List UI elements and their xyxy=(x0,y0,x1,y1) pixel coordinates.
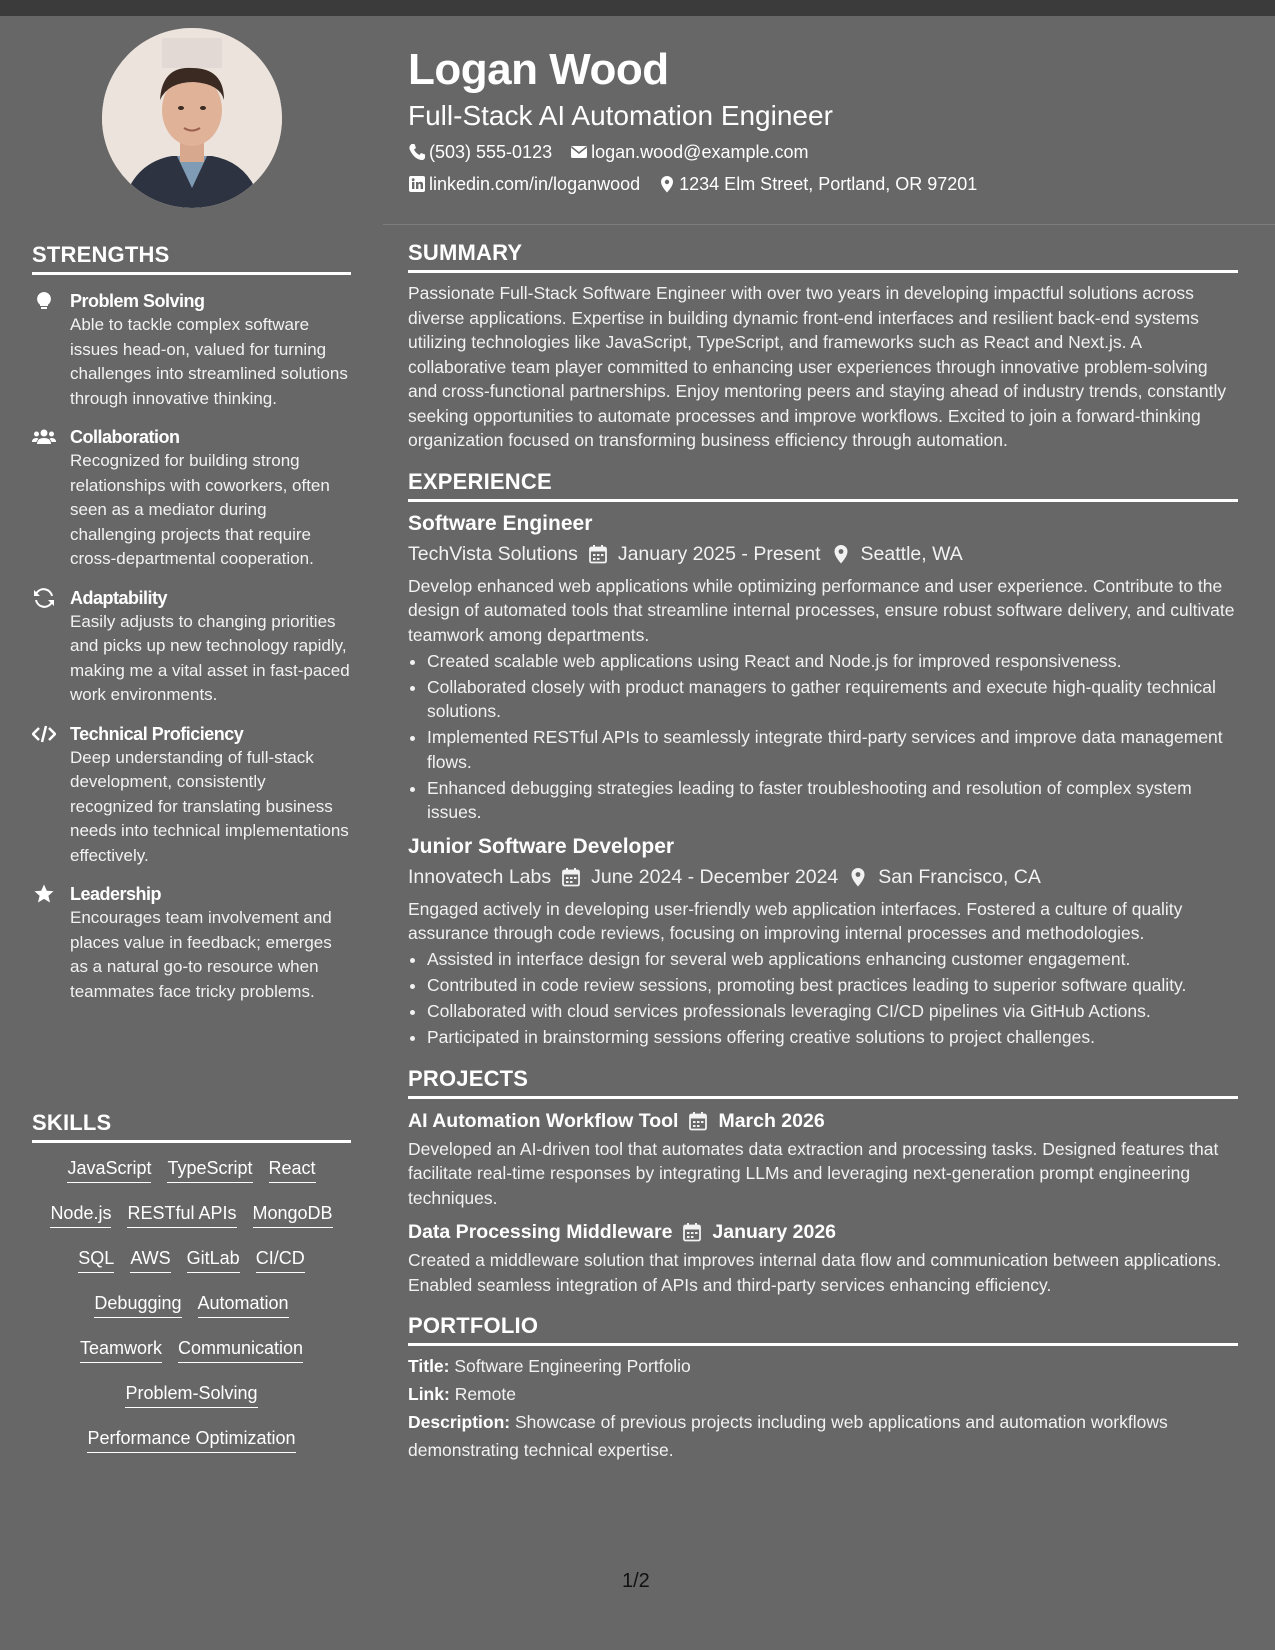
portfolio-title-label: Title: xyxy=(408,1356,450,1376)
job-location xyxy=(848,863,1041,891)
job-bullet: • Collaborated with cloud services professionals leveraging CI/CD pipelines via GitHub Actions. xyxy=(427,999,1238,1024)
projects-section xyxy=(408,1066,1238,1298)
portfolio-details xyxy=(408,1352,1238,1464)
skill-tag: Teamwork xyxy=(80,1337,162,1363)
strength-name: Technical Proficiency xyxy=(70,723,244,744)
skill-row xyxy=(32,1247,351,1292)
address-contact xyxy=(658,172,977,196)
skill-tag: GitLab xyxy=(187,1247,240,1273)
skill-tag: Automation xyxy=(198,1292,289,1318)
email-text: logan.wood@example.com xyxy=(591,142,809,162)
skill-tag: React xyxy=(269,1157,316,1183)
strength-name: Adaptability xyxy=(70,587,168,608)
strength-item xyxy=(32,722,351,869)
experience-section xyxy=(408,469,1238,1050)
portfolio-link-line xyxy=(408,1380,1238,1408)
job-description: Engaged actively in developing user-friendly web application interfaces. Fostered a culture of quality assurance through code reviews, focusing on improving internal processes and methodologies. xyxy=(408,898,1183,943)
skill-tag: Performance Optimization xyxy=(87,1427,295,1453)
skill-row xyxy=(32,1382,351,1427)
phone-icon xyxy=(408,143,426,161)
skill-row xyxy=(32,1292,351,1337)
strengths-heading: STRENGTHS xyxy=(32,242,351,275)
strength-item xyxy=(32,425,351,572)
job-bullets xyxy=(408,947,1238,1050)
job-dates-text: January 2025 - Present xyxy=(617,542,821,565)
skill-tag: SQL xyxy=(78,1247,114,1273)
skill-row xyxy=(32,1202,351,1247)
job-bullet: • Enhanced debugging strategies leading to faster troubleshooting and resolution of complex system issues. xyxy=(427,776,1238,825)
project-header xyxy=(408,1218,1238,1246)
strength-desc: Able to tackle complex software issues head-on, valued for turning challenges into streamlined solutions through innovative thinking. xyxy=(70,315,348,408)
skills-section xyxy=(32,1110,351,1472)
calendar-icon xyxy=(561,867,581,887)
strength-name: Collaboration xyxy=(70,427,180,447)
job-entry xyxy=(408,833,1238,1050)
project-title: AI Automation Workflow Tool xyxy=(408,1109,679,1132)
projects-heading: PROJECTS xyxy=(408,1066,1238,1099)
job-meta xyxy=(408,540,1238,568)
portfolio-section xyxy=(408,1313,1238,1464)
skill-tag: AWS xyxy=(130,1247,170,1273)
portfolio-heading: PORTFOLIO xyxy=(408,1313,1238,1346)
resume-header xyxy=(408,40,1238,196)
project-description: Created a middleware solution that improves internal data flow and communication between applications. Enabled seamless integration of APIs and third-party services enhancing efficiency. xyxy=(408,1250,1222,1295)
skill-tag: JavaScript xyxy=(67,1157,151,1183)
job-company: TechVista Solutions xyxy=(408,542,578,565)
skill-tag: Communication xyxy=(178,1337,303,1363)
project-header xyxy=(408,1107,1238,1135)
linkedin-contact[interactable] xyxy=(408,172,640,196)
page-number: 1/2 xyxy=(622,1570,650,1592)
job-bullet: • Implemented RESTful APIs to seamlessly integrate third-party services and improve data management flows. xyxy=(427,725,1238,774)
project-entry xyxy=(408,1218,1238,1297)
portfolio-description: Showcase of previous projects including web applications and automation workflows demonstrating technical expertise. xyxy=(408,1412,1168,1460)
job-company: Innovatech Labs xyxy=(408,865,552,888)
job-bullet: • Collaborated closely with product managers to gather requirements and execute high-quality technical solutions. xyxy=(427,675,1238,724)
skills-list xyxy=(32,1157,351,1472)
portfolio-title-line xyxy=(408,1352,1238,1380)
job-location xyxy=(831,540,963,568)
job-role: Junior Software Developer xyxy=(408,834,675,858)
portfolio-title: Software Engineering Portfolio xyxy=(454,1356,691,1376)
skills-heading: SKILLS xyxy=(32,1110,351,1143)
job-bullet: • Contributed in code review sessions, promoting best practices leading to superior software quality. xyxy=(427,973,1238,998)
sync-icon xyxy=(32,588,56,608)
strength-desc: Deep understanding of full-stack development, consistently recognized for translating business needs into technical implementations effectively. xyxy=(70,747,349,865)
project-entry xyxy=(408,1107,1238,1211)
job-bullet: • Created scalable web applications using React and Node.js for improved responsiveness. xyxy=(427,649,1238,674)
skill-row xyxy=(32,1337,351,1382)
map-pin-icon xyxy=(848,867,868,887)
main-content xyxy=(408,240,1238,1480)
portfolio-link-label: Link: xyxy=(408,1384,450,1404)
address-text: 1234 Elm Street, Portland, OR 97201 xyxy=(679,174,978,194)
skill-tag: TypeScript xyxy=(167,1157,252,1183)
strength-item xyxy=(32,586,351,708)
summary-heading: SUMMARY xyxy=(408,240,1238,273)
skill-tag: Problem-Solving xyxy=(125,1382,257,1408)
strength-desc: Encourages team involvement and places value in feedback; emerges as a natural go-to resource when teammates face tricky problems. xyxy=(70,908,332,1001)
strength-name: Leadership xyxy=(70,884,162,904)
linkedin-text: linkedin.com/in/loganwood xyxy=(429,174,641,194)
job-location-text: Seattle, WA xyxy=(860,542,963,565)
strengths-section xyxy=(32,242,351,1004)
project-date: January 2026 xyxy=(712,1221,837,1243)
summary-text: Passionate Full-Stack Software Engineer with over two years in developing impactful solutions across diverse applications. Expertise in building dynamic front-end interfaces and resilient back-end systems utilizing technologies like JavaScript, TypeScript, and frameworks such as React and Next.js. A collaborative team player committed to enhancing user experiences through innovative problem-solving and cross-functional partnerships. Enjoy mentoring peers and staying ahead of industry trends, constantly seeking opportunities to automate processes and improve workflows. Excited to join a forward-thinking organization focused on transforming business efficiency through automation. xyxy=(408,283,1227,450)
star-icon xyxy=(32,884,56,904)
person-name: Logan Wood xyxy=(408,45,669,94)
skill-row xyxy=(32,1427,351,1472)
code-icon xyxy=(32,724,56,744)
job-description: Develop enhanced web applications while optimizing performance and user experience. Contribute to the design of automated tools that streamline internal processes, ensure robust software delivery, and cultivate teamwork among departments. xyxy=(408,575,1235,645)
users-icon xyxy=(32,427,56,447)
skill-tag: RESTful APIs xyxy=(127,1202,236,1228)
portfolio-link[interactable]: Remote xyxy=(454,1384,516,1404)
top-bar xyxy=(0,0,1275,16)
skill-tag: Debugging xyxy=(94,1292,181,1318)
job-dates-text: June 2024 - December 2024 xyxy=(591,865,839,888)
skill-tag: Node.js xyxy=(50,1202,111,1228)
strength-name: Problem Solving xyxy=(70,291,205,311)
portfolio-desc-line xyxy=(408,1408,1238,1464)
contact-row xyxy=(408,172,1238,196)
summary-section xyxy=(408,240,1238,453)
calendar-icon xyxy=(682,1222,702,1242)
map-pin-icon xyxy=(658,175,676,193)
skill-row xyxy=(32,1157,351,1202)
header-divider xyxy=(383,224,1275,225)
calendar-icon xyxy=(588,544,608,564)
map-pin-icon xyxy=(831,544,851,564)
job-location-text: San Francisco, CA xyxy=(878,865,1041,888)
skill-tag: MongoDB xyxy=(253,1202,333,1228)
envelope-icon xyxy=(570,143,588,161)
strength-desc: Easily adjusts to changing priorities and picks up new technology rapidly, making me a vital asset in fast-paced work environments. xyxy=(70,611,350,704)
job-bullet: • Participated in brainstorming sessions offering creative solutions to project challenges. xyxy=(427,1025,1238,1050)
profile-photo xyxy=(102,28,282,208)
portfolio-desc-label: Description: xyxy=(408,1412,511,1432)
job-role: Software Engineer xyxy=(408,511,593,535)
strength-desc: Recognized for building strong relationships with coworkers, often seen as a mediator during challenging projects that require cross-departmental cooperation. xyxy=(70,451,330,568)
phone-contact xyxy=(408,140,552,164)
job-bullets xyxy=(408,649,1238,825)
contact-row xyxy=(408,140,1238,164)
project-date: March 2026 xyxy=(718,1109,825,1132)
job-bullet: • Assisted in interface design for several web applications enhancing customer engagement. xyxy=(427,947,1238,972)
job-meta xyxy=(408,863,1238,891)
job-dates xyxy=(588,540,821,568)
project-description: Developed an AI-driven tool that automates data extraction and processing tasks. Designed features that facilitate real-time responses by integrating LLMs and leveraging next-generation prompt engineering techniques. xyxy=(408,1138,1219,1208)
experience-heading: EXPERIENCE xyxy=(408,469,1238,502)
job-dates xyxy=(561,863,838,891)
skill-tag: CI/CD xyxy=(256,1247,305,1273)
lightbulb-icon xyxy=(32,291,56,311)
job-entry xyxy=(408,510,1238,825)
calendar-icon xyxy=(688,1111,708,1131)
strength-item xyxy=(32,882,351,1004)
phone-text: (503) 555-0123 xyxy=(429,142,553,162)
job-title: Full-Stack AI Automation Engineer xyxy=(408,100,833,131)
project-title: Data Processing Middleware xyxy=(408,1221,673,1243)
email-contact[interactable] xyxy=(570,140,808,164)
strength-item xyxy=(32,289,351,411)
linkedin-icon xyxy=(408,175,426,193)
